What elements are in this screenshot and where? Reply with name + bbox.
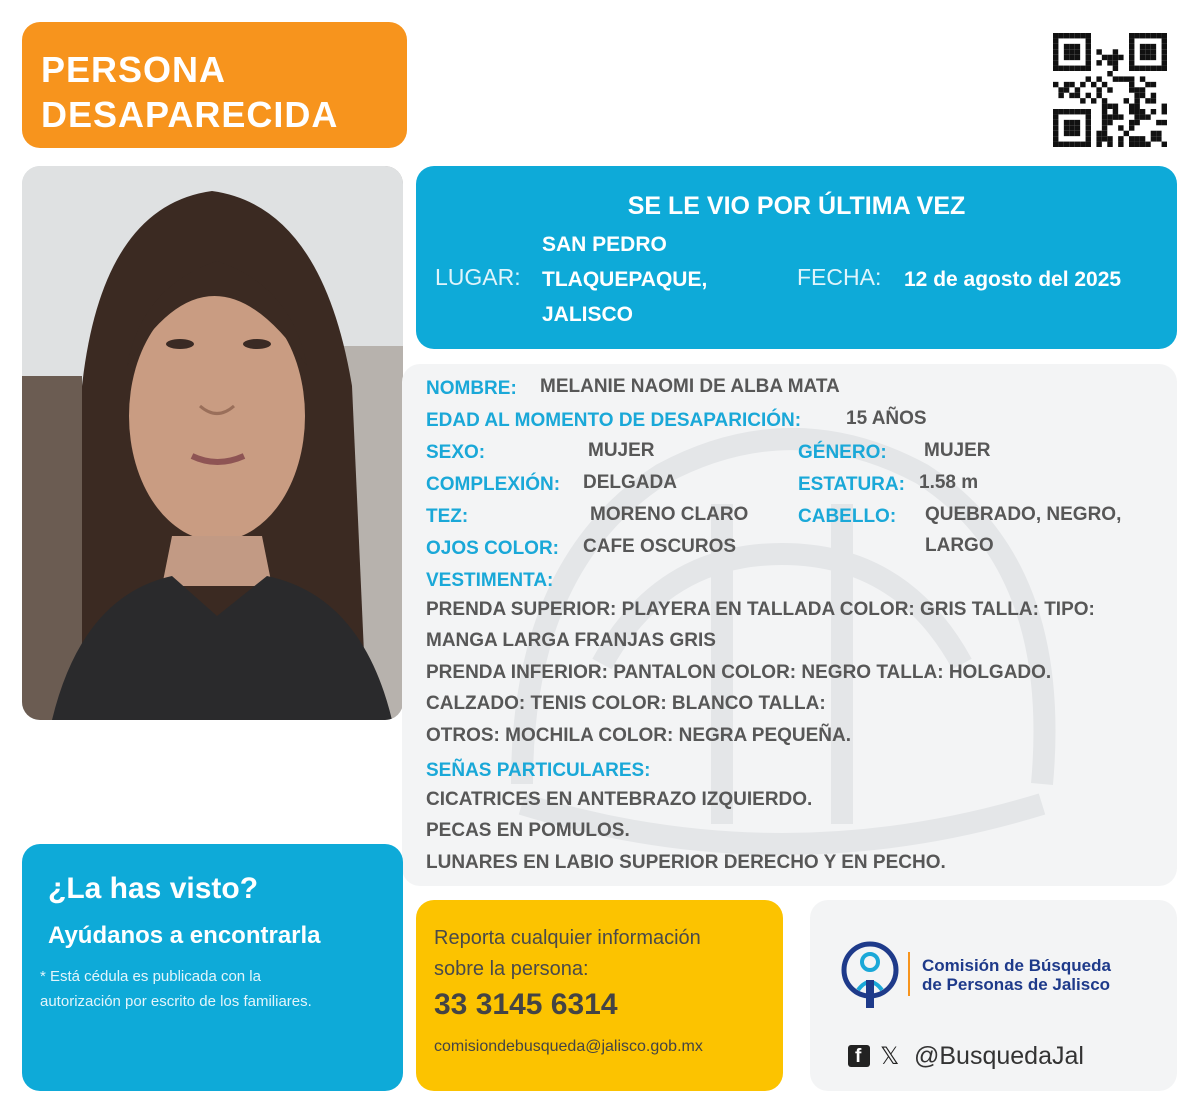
cabello-value-line-2: LARGO xyxy=(925,535,994,556)
tez-label: TEZ: xyxy=(426,506,469,527)
have-you-seen-title: ¿La has visto? xyxy=(48,872,259,905)
report-panel xyxy=(416,900,783,1091)
complexion-label: COMPLEXIÓN: xyxy=(426,474,561,495)
edad-value: 15 AÑOS xyxy=(846,408,927,429)
help-us-subtitle: Ayúdanos a encontrarla xyxy=(48,922,321,949)
last-seen-title: SE LE VIO POR ÚLTIMA VEZ xyxy=(627,192,966,220)
senas-line: LUNARES EN LABIO SUPERIOR DERECHO Y EN PECHO. xyxy=(426,852,946,873)
commission-logo-icon xyxy=(840,940,900,1010)
report-text xyxy=(434,923,701,985)
have-you-seen-panel xyxy=(22,844,403,1091)
last-seen-panel xyxy=(416,166,1177,349)
senas-label: SEÑAS PARTICULARES: xyxy=(426,760,651,781)
vestimenta-line: PRENDA SUPERIOR: PLAYERA EN TALLADA COLOR: GRIS TALLA: TIPO: xyxy=(426,599,1095,620)
nombre-label: NOMBRE: xyxy=(426,378,517,399)
vestimenta-line: MANGA LARGA FRANJAS GRIS xyxy=(426,630,716,651)
complexion-value: DELGADA xyxy=(583,472,677,493)
report-line-1: Reporta cualquier información xyxy=(434,927,701,949)
genero-label: GÉNERO: xyxy=(798,442,887,463)
genero-value: MUJER xyxy=(924,440,991,461)
consent-note-line-2: autorización por escrito de los familiares. xyxy=(40,993,312,1010)
commission-name-line-1: Comisión de Búsqueda xyxy=(922,956,1111,975)
banner-line-2: DESAPARECIDA xyxy=(41,94,339,135)
commission-name-line-2: de Personas de Jalisco xyxy=(922,975,1111,994)
edad-label: EDAD AL MOMENTO DE DESAPARICIÓN: xyxy=(426,410,802,431)
missing-person-banner xyxy=(22,22,407,148)
sexo-label: SEXO: xyxy=(426,442,486,463)
institution-panel xyxy=(810,900,1177,1091)
estatura-label: ESTATURA: xyxy=(798,474,905,495)
vestimenta-label: VESTIMENTA: xyxy=(426,570,554,591)
nombre-value: MELANIE NAOMI DE ALBA MATA xyxy=(540,376,840,397)
senas-line: PECAS EN POMULOS. xyxy=(426,820,630,841)
logo-divider xyxy=(908,952,910,996)
sexo-value: MUJER xyxy=(588,440,655,461)
email-link[interactable]: comisiondebusqueda@jalisco.gob.mx xyxy=(434,1038,703,1055)
lugar-label: LUGAR: xyxy=(435,264,521,290)
ojos-value: CAFE OSCUROS xyxy=(583,536,737,557)
vestimenta-line: OTROS: MOCHILA COLOR: NEGRA PEQUEÑA. xyxy=(426,725,852,746)
commission-name xyxy=(922,956,1111,994)
consent-note-line-1: * Está cédula es publicada con la xyxy=(40,968,261,985)
social-handle[interactable]: @BusquedaJal xyxy=(914,1042,1084,1070)
banner-line-1: PERSONA xyxy=(41,49,227,90)
senas-line: CICATRICES EN ANTEBRAZO IZQUIERDO. xyxy=(426,789,813,810)
vestimenta-line: CALZADO: TENIS COLOR: BLANCO TALLA: xyxy=(426,693,826,714)
lugar-line-1: SAN PEDRO xyxy=(542,233,667,256)
report-line-2: sobre la persona: xyxy=(434,958,589,980)
facebook-icon[interactable]: f xyxy=(848,1045,870,1067)
photo-illustration xyxy=(22,166,403,720)
fecha-label: FECHA: xyxy=(797,264,882,290)
vestimenta-line: PRENDA INFERIOR: PANTALON COLOR: NEGRO TALLA: HOLGADO. xyxy=(426,662,1052,683)
cabello-value-line-1: QUEBRADO, NEGRO, xyxy=(925,504,1122,525)
qr-code[interactable] xyxy=(1053,33,1167,147)
cabello-label: CABELLO: xyxy=(798,506,897,527)
fecha-value: 12 de agosto del 2025 xyxy=(904,268,1122,291)
estatura-value: 1.58 m xyxy=(919,472,979,493)
phone-number[interactable]: 33 3145 6314 xyxy=(434,988,618,1021)
lugar-line-2: TLAQUEPAQUE, xyxy=(542,268,708,291)
lugar-line-3: JALISCO xyxy=(542,303,634,326)
consent-note xyxy=(40,964,312,1014)
x-icon[interactable]: 𝕏 xyxy=(880,1042,900,1070)
ojos-label: OJOS COLOR: xyxy=(426,538,560,559)
tez-value: MORENO CLARO xyxy=(590,504,749,525)
person-photo xyxy=(22,166,403,720)
